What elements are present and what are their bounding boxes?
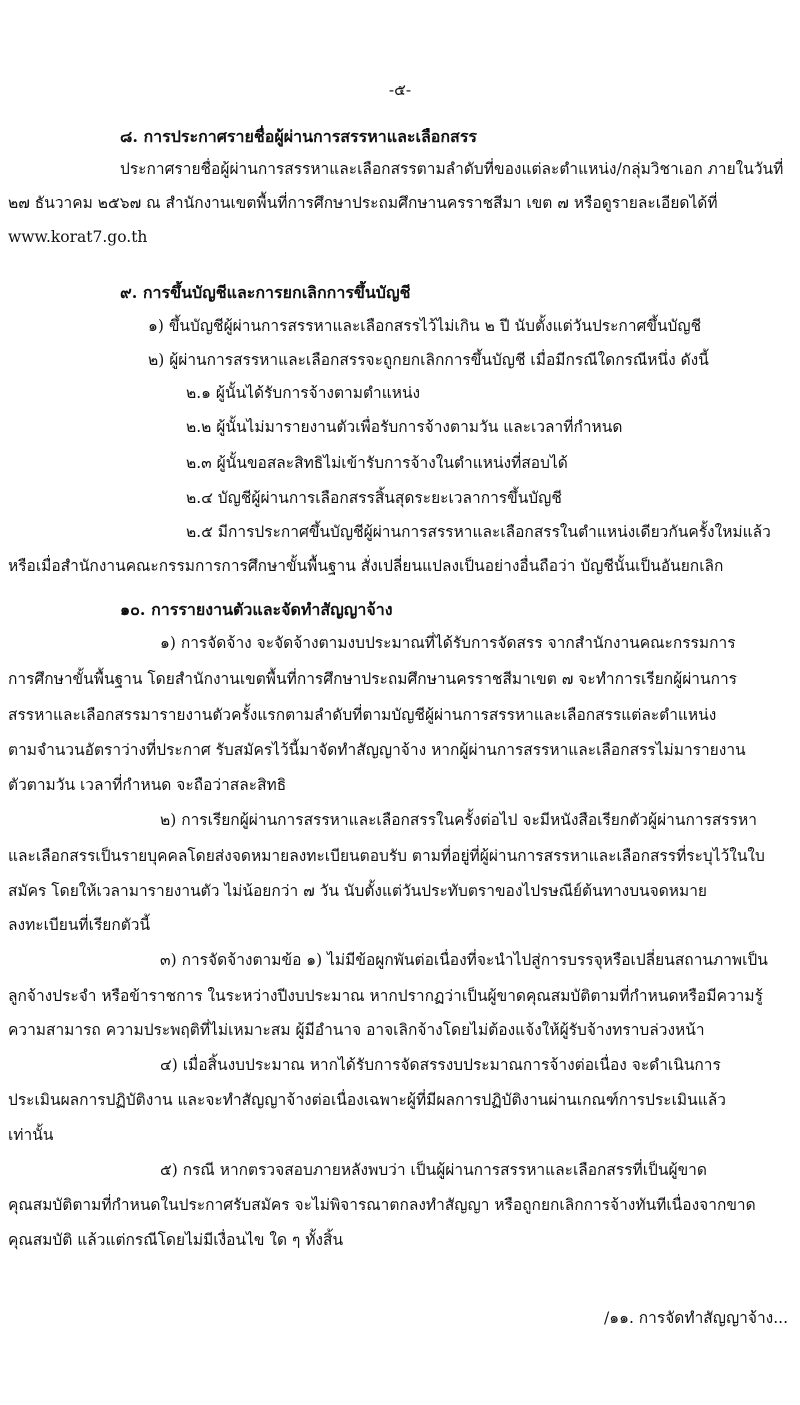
section-9-heading: ๙. การขึ้นบัญชีและการยกเลิกการขึ้นบัญชี (120, 283, 411, 302)
section-8-url: www.korat7.go.th (8, 228, 148, 246)
section-8-line-1: ประกาศรายชื่อผู้ผ่านการสรรหาและเลือกสรรตามลำดับที่ของแต่ละตำแหน่ง/กลุ่มวิชาเอก ภายในวันที่ (120, 160, 784, 178)
page-number: -๕- (388, 81, 412, 99)
section-9-sub-5-cont: หรือเมื่อสำนักงานคณะกรรมการการศึกษาขั้นพื้นฐาน สั่งเปลี่ยนแปลงเป็นอย่างอื่นถือว่า บัญชีนั้นเป็นอันยกเลิก (8, 557, 724, 575)
section-9-sub-4: ๒.๔ บัญชีผู้ผ่านการเลือกสรรสิ้นสุดระยะเวลาการขึ้นบัญชี (186, 489, 562, 507)
section-10-p2-line-3: สมัคร โดยให้เวลามารายงานตัว ไม่น้อยกว่า ๗ วัน นับตั้งแต่วันประทับตราของไปรษณีย์ต้นทางบนจดหมาย (8, 882, 708, 900)
section-10-p3-line-3: ความสามารถ ความประพฤติที่ไม่เหมาะสม ผู้มีอำนาจ อาจเลิกจ้างโดยไม่ต้องแจ้งให้ผู้รับจ้างทราบล่วงหน้า (8, 1021, 705, 1039)
section-10-p5-line-1: ๕) กรณี หากตรวจสอบภายหลังพบว่า เป็นผู้ผ่านการสรรหาและเลือกสรรที่เป็นผู้ขาด (160, 1161, 707, 1179)
section-10-p5-line-3: คุณสมบัติ แล้วแต่กรณีโดยไม่มีเงื่อนไข ใด ๆ ทั้งสิ้น (8, 1231, 344, 1249)
section-10-p2-line-2: และเลือกสรรเป็นรายบุคคลโดยส่งจดหมายลงทะเบียนตอบรับ ตามที่อยู่ที่ผู้ผ่านการสรรหาและเลือกสรรที่ระบุไว้ในใบ (8, 847, 765, 865)
section-8-line-2: ๒๗ ธันวาคม ๒๕๖๗ ณ สำนักงานเขตพื้นที่การศึกษาประถมศึกษานครราชสีมา เขต ๗ หรือดูรายละเอียดได้ที่ (8, 194, 718, 212)
continuation-note: /๑๑. การจัดทำสัญญาจ้าง... (604, 1309, 788, 1327)
section-10-p3-line-1: ๓) การจัดจ้างตามข้อ ๑) ไม่มีข้อผูกพันต่อเนื่องที่จะนำไปสู่การบรรจุหรือเปลี่ยนสถานภาพเป็น (160, 951, 768, 969)
section-9-sub-5: ๒.๕ มีการประกาศขึ้นบัญชีผู้ผ่านการสรรหาและเลือกสรรในตำแหน่งเดียวกันครั้งใหม่แล้ว (186, 523, 771, 541)
section-10-p1-line-2: การศึกษาขั้นพื้นฐาน โดยสำนักงานเขตพื้นที่การศึกษาประถมศึกษานครราชสีมาเขต ๗ จะทำการเรียกผู้ผ่านการ (8, 670, 738, 688)
section-10-p1-line-3: สรรหาและเลือกสรรมารายงานตัวครั้งแรกตามลำดับที่ตามบัญชีผู้ผ่านการสรรหาและเลือกสรรแต่ละตำแหน่ง (8, 706, 717, 724)
section-10-p1-line-4: ตามจำนวนอัตราว่างที่ประกาศ รับสมัครไว้นี้มาจัดทำสัญญาจ้าง หากผู้ผ่านการสรรหาและเลือกสรรไม่มารายงาน (8, 741, 746, 759)
section-10-p1-line-5: ตัวตามวัน เวลาที่กำหนด จะถือว่าสละสิทธิ (8, 776, 287, 794)
section-10-p2-line-1: ๒) การเรียกผู้ผ่านการสรรหาและเลือกสรรในครั้งต่อไป จะมีหนังสือเรียกตัวผู้ผ่านการสรรหา (160, 811, 757, 829)
section-10-p2-line-4: ลงทะเบียนที่เรียกตัวนี้ (8, 916, 151, 934)
section-9-item-2: ๒) ผู้ผ่านการสรรหาและเลือกสรรจะถูกยกเลิกการขึ้นบัญชี เมื่อมีกรณีใดกรณีหนึ่ง ดังนี้ (148, 351, 709, 369)
section-10-p4-line-2: ประเมินผลการปฏิบัติงาน และจะทำสัญญาจ้างต่อเนื่องเฉพาะผู้ที่มีผลการปฏิบัติงานผ่านเกณฑ์การประเมินแล้ว (8, 1091, 726, 1109)
section-10-p5-line-2: คุณสมบัติตามที่กำหนดในประกาศรับสมัคร จะไม่พิจารณาตกลงทำสัญญา หรือถูกยกเลิกการจ้างทันทีเนื่องจากขาด (8, 1196, 756, 1214)
section-10-heading: ๑๐. การรายงานตัวและจัดทำสัญญาจ้าง (120, 600, 393, 619)
section-9-sub-2: ๒.๒ ผู้นั้นไม่มารายงานตัวเพื่อรับการจ้างตามวัน และเวลาที่กำหนด (186, 418, 623, 436)
section-9-sub-3: ๒.๓ ผู้นั้นขอสละสิทธิไม่เข้ารับการจ้างในตำแหน่งที่สอบได้ (186, 454, 568, 472)
section-9-sub-1: ๒.๑ ผู้นั้นได้รับการจ้างตามตำแหน่ง (186, 384, 421, 402)
section-8-heading: ๘. การประกาศรายชื่อผู้ผ่านการสรรหาและเลือกสรร (120, 127, 477, 146)
section-10-p3-line-2: ลูกจ้างประจำ หรือข้าราชการ ในระหว่างปีงบประมาณ หากปรากฏว่าเป็นผู้ขาดคุณสมบัติตามที่กำหนดหรือมีความรู้ (8, 987, 763, 1005)
section-10-p4-line-3: เท่านั้น (8, 1126, 54, 1144)
section-9-item-1: ๑) ขึ้นบัญชีผู้ผ่านการสรรหาและเลือกสรรไว้ไม่เกิน ๒ ปี นับตั้งแต่วันประกาศขึ้นบัญชี (148, 317, 702, 335)
section-10-p4-line-1: ๔) เมื่อสิ้นงบประมาณ หากได้รับการจัดสรรงบประมาณการจ้างต่อเนื่อง จะดำเนินการ (160, 1056, 721, 1074)
section-10-p1-line-1: ๑) การจัดจ้าง จะจัดจ้างตามงบประมาณที่ได้รับการจัดสรร จากสำนักงานคณะกรรมการ (160, 634, 736, 652)
